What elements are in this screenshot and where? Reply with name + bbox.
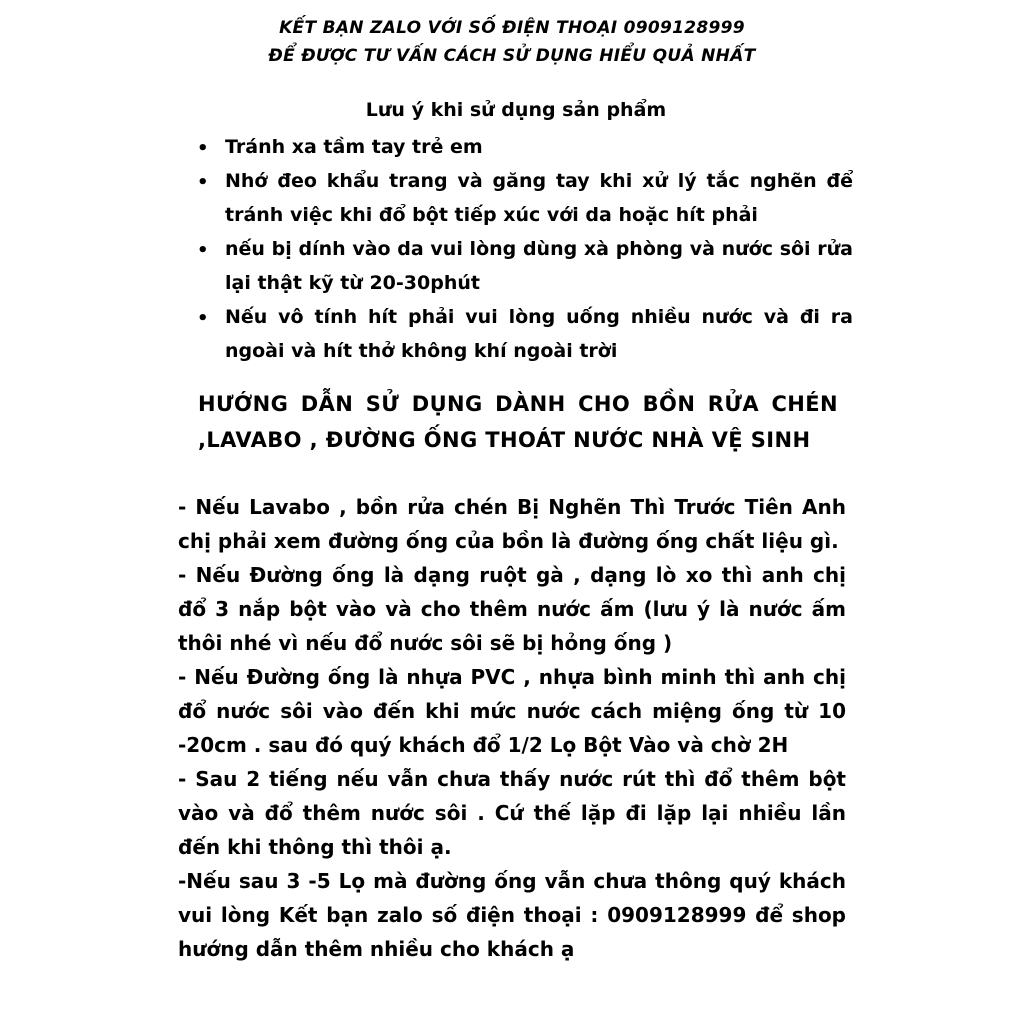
instruction-paragraph: - Sau 2 tiếng nếu vẫn chưa thấy nước rút thì đổ thêm bột vào và đổ thêm nước sôi . Cứ thế lặp đi lặp lại nhiều lần đến khi thông thì thôi ạ. (178, 767, 846, 859)
usage-note-item (197, 130, 853, 164)
usage-note-item (197, 232, 853, 300)
usage-note-item (197, 300, 853, 368)
bullet-icon (197, 242, 209, 260)
instructions-heading: HƯỚNG DẪN SỬ DỤNG DÀNH CHO BỒN RỬA CHÉN ,LAVABO , ĐƯỜNG ỐNG THOÁT NƯỚC NHÀ VỆ SINH (198, 392, 838, 452)
instruction-paragraph: - Nếu Đường ống là dạng ruột gà , dạng lò xo thì anh chị đổ 3 nắp bột vào và cho thêm nước ấm (lưu ý là nước ấm thôi nhé vì nếu đổ nước sôi sẽ bị hỏng ống ) (178, 563, 846, 655)
instruction-paragraph: -Nếu sau 3 -5 Lọ mà đường ống vẫn chưa thông quý khách vui lòng Kết bạn zalo số điện thoại : 0909128999 để shop hướng dẫn thêm nhiều cho khách ạ (178, 869, 846, 961)
contact-header-line-1: KẾT BẠN ZALO VỚI SỐ ĐIỆN THOẠI 0909128999 (279, 18, 745, 38)
usage-note-text: nếu bị dính vào da vui lòng dùng xà phòng và nước sôi rửa lại thật kỹ từ 20-30phút (225, 238, 853, 294)
instruction-paragraph: - Nếu Lavabo , bồn rửa chén Bị Nghẽn Thì Trước Tiên Anh chị phải xem đường ống của bồn là đường ống chất liệu gì. (178, 495, 846, 553)
usage-notes-list (197, 130, 853, 368)
usage-note-text: Tránh xa tầm tay trẻ em (225, 136, 483, 158)
usage-note-text: Nếu vô tính hít phải vui lòng uống nhiều nước và đi ra ngoài và hít thở không khí ngoài trời (225, 306, 853, 362)
instruction-paragraph: - Nếu Đường ống là nhựa PVC , nhựa bình minh thì anh chị đổ nước sôi vào đến khi mức nước cách miệng ống từ 10 -20cm . sau đó quý khách đổ 1/2 Lọ Bột Vào và chờ 2H (178, 665, 846, 757)
contact-header-line-2: ĐỂ ĐƯỢC TƯ VẤN CÁCH SỬ DỤNG HIỂU QUẢ NHẤT (268, 46, 756, 66)
bullet-icon (197, 310, 209, 328)
bullet-icon (197, 140, 209, 158)
instructions-body (178, 490, 846, 966)
usage-note-text: Nhớ đeo khẩu trang và găng tay khi xử lý tắc nghẽn để tránh việc khi đổ bột tiếp xúc với da hoặc hít phải (225, 170, 853, 226)
contact-header (0, 14, 1024, 70)
usage-notes-title: Lưu ý khi sử dụng sản phẩm (365, 99, 667, 121)
bullet-icon (197, 174, 209, 192)
usage-note-item (197, 164, 853, 232)
